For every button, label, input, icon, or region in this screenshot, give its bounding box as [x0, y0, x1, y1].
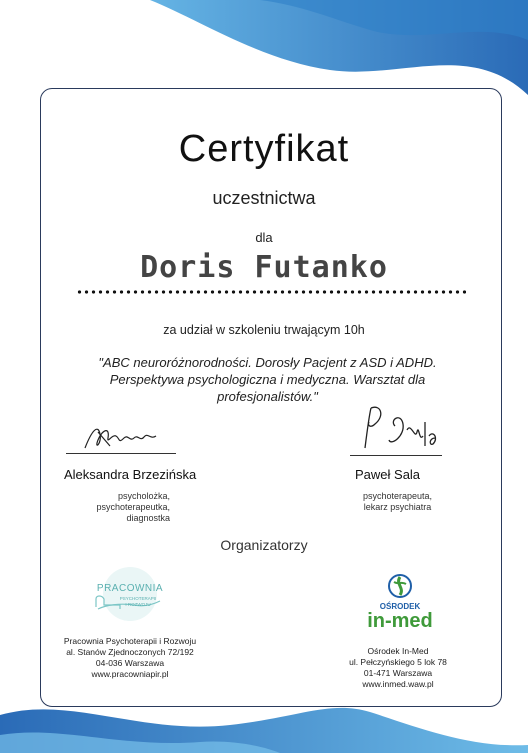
- inmed-logo-icon: [355, 572, 445, 602]
- training-duration: za udział w szkoleniu trwającym 10h: [163, 323, 365, 337]
- participant-name: Doris Futanko: [140, 250, 388, 285]
- inmed-logo: [355, 572, 445, 634]
- certificate-subtitle: uczestnictwa: [212, 188, 316, 208]
- signatory-roles-right: psychoterapeuta, lekarz psychiatra: [362, 491, 433, 512]
- inmed-logo-main: in-med: [367, 610, 433, 632]
- signatory-name-left: Aleksandra Brzezińska: [64, 467, 197, 482]
- signature-line-left: [66, 453, 176, 454]
- signature-line-right: [350, 455, 442, 456]
- pracownia-logo-text: PRACOWNIA: [96, 583, 164, 594]
- certificate-title: Certyfikat: [178, 128, 350, 170]
- signature-sala: [355, 402, 445, 454]
- organizer-left-details: Pracownia Psychoterapii i Rozwoju al. Stanów Zjednoczonych 72/192 04-036 Warszawa www.pracowniapir.pl: [63, 636, 197, 679]
- signatory-roles-left: psycholożka, psychoterapeutka, diagnostka: [96, 491, 170, 523]
- signatory-name-right: Paweł Sala: [355, 467, 421, 482]
- course-title: "ABC neuroróżnorodności. Dorosły Pacjent z ASD i ADHD. Perspektywa psychologiczna i medyczna. Warsztat dla profesjonalistów.": [98, 355, 437, 404]
- organizers-heading: Organizatorzy: [220, 537, 308, 553]
- pracownia-logo: [90, 565, 170, 623]
- pracownia-logo-icon: [90, 565, 170, 623]
- pracownia-logo-subtext-1: PSYCHOTERAPII: [119, 596, 157, 601]
- inmed-logo-top: OŚRODEK: [379, 602, 421, 611]
- signature-brzezinska: [80, 420, 170, 454]
- pracownia-logo-subtext-2: I ROZWOJU: [125, 602, 151, 607]
- for-label: dla: [255, 230, 273, 245]
- organizer-right-details: Ośrodek In-Med ul. Pełczyńskiego 5 lok 78 01-471 Warszawa www.inmed.waw.pl: [349, 646, 447, 689]
- name-dotted-line: [76, 289, 466, 295]
